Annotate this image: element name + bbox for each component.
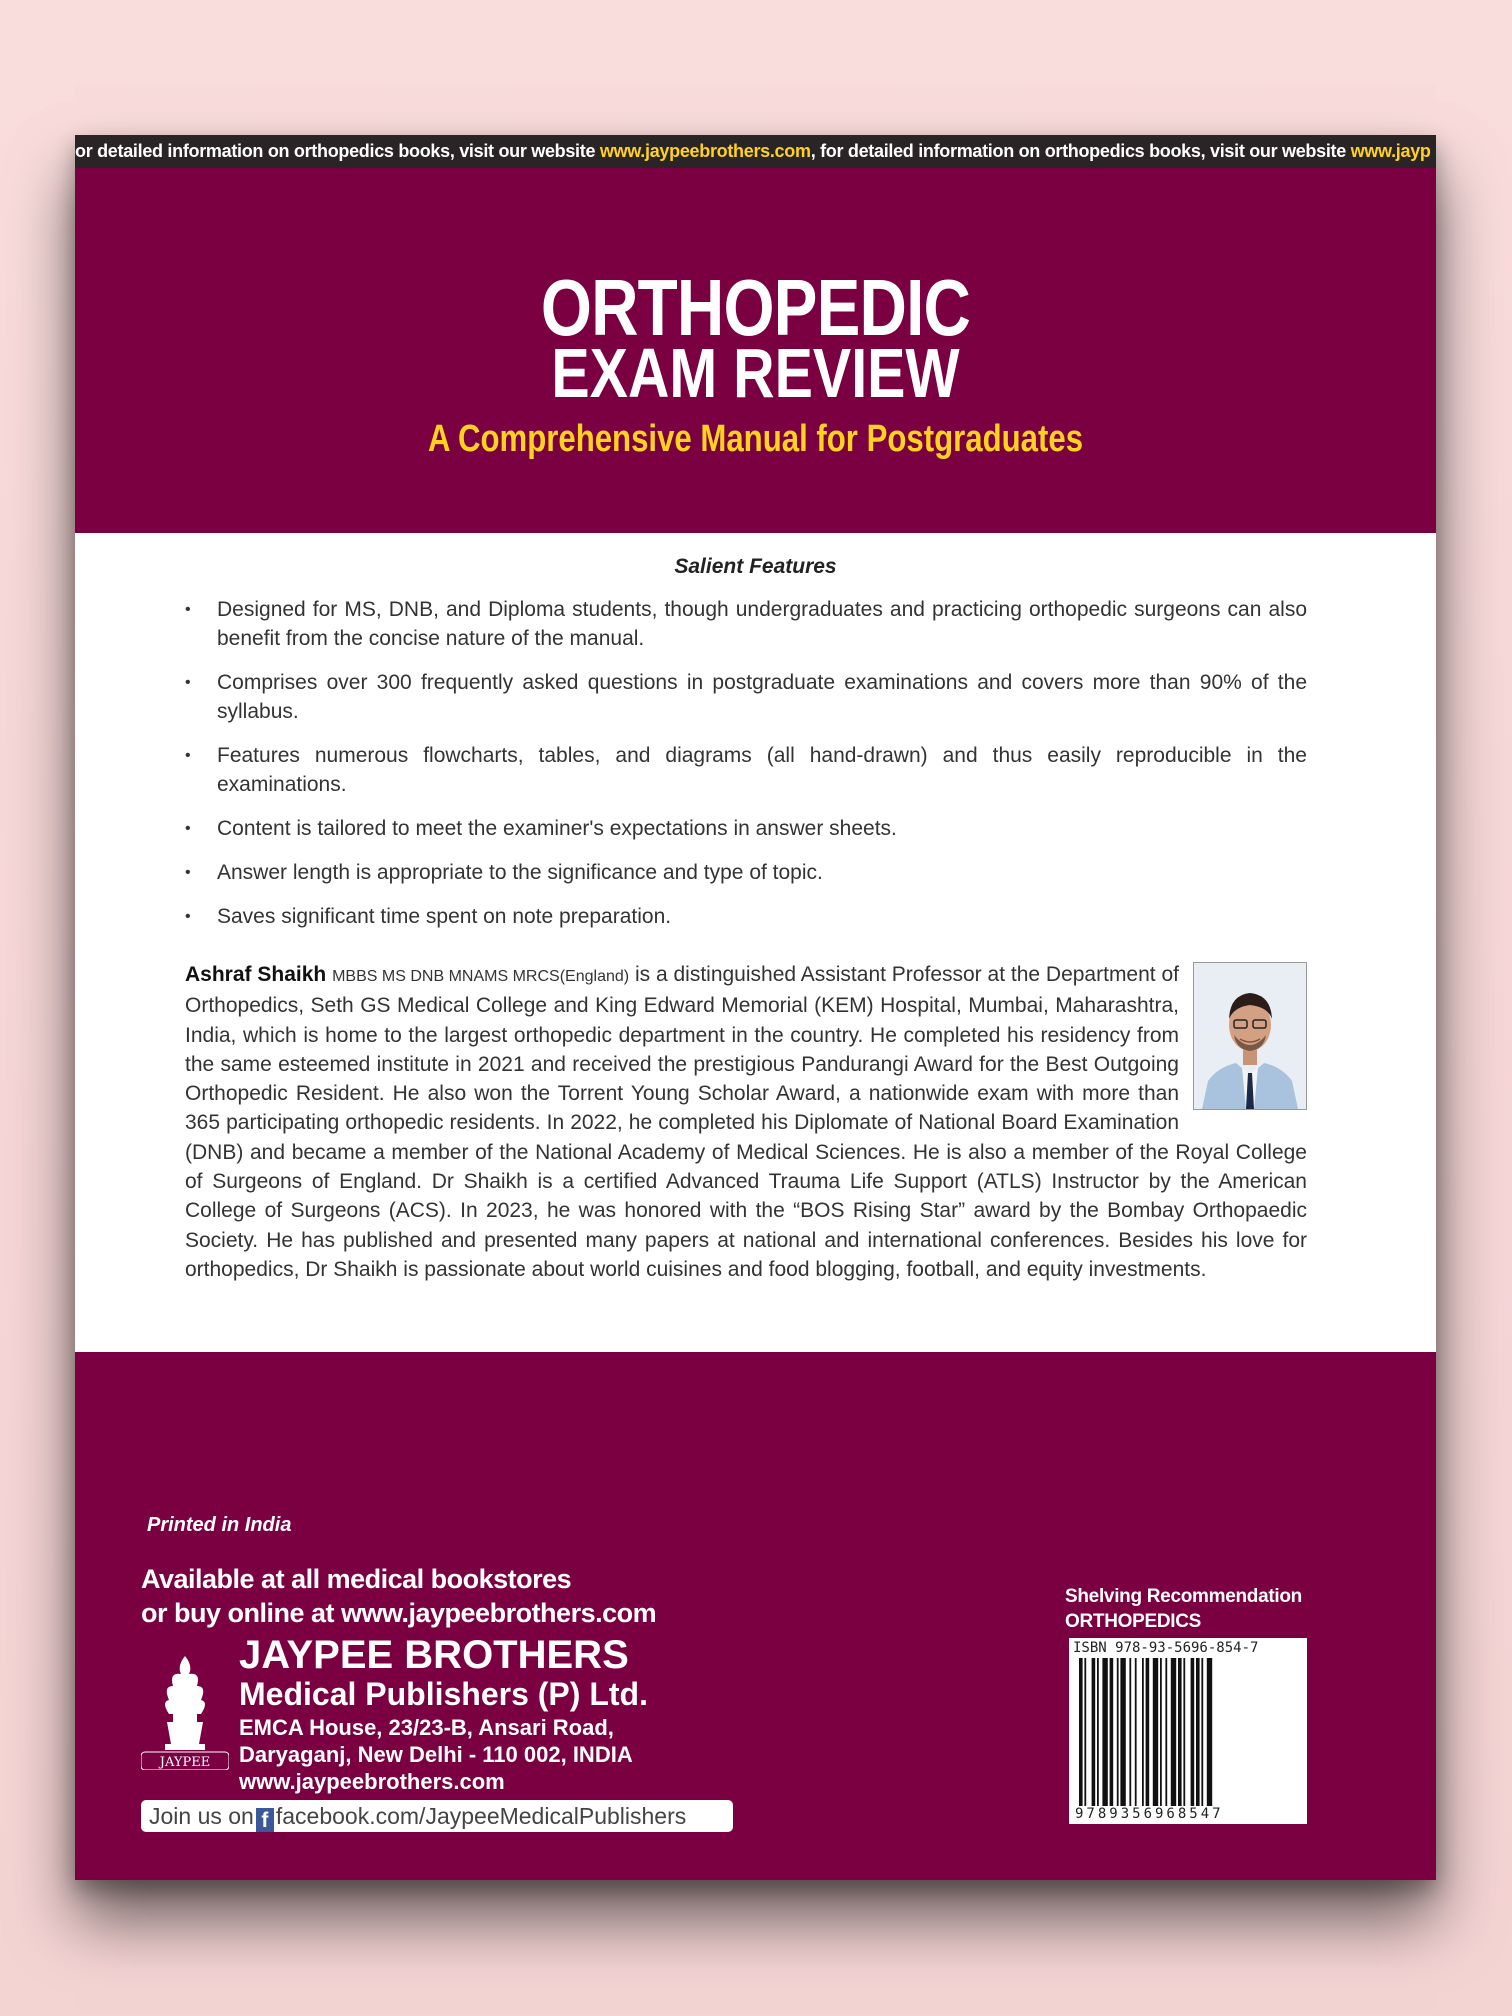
availability-text: Available at all medical bookstores or buy online at www.jaypeebrothers.com	[141, 1564, 657, 1628]
facebook-url: facebook.com/JaypeeMedicalPublishers	[275, 1803, 687, 1829]
bullet-icon: •	[185, 601, 191, 618]
publisher-address: EMCA House, 23/23-B, Ansari Road, Daryaganj, New Delhi - 110 002, INDIA www.jaypeebrothers.com	[239, 1715, 633, 1794]
isbn-label: ISBN 978-93-5696-854-7	[1073, 1640, 1259, 1656]
banner-url-2[interactable]: www.jayp	[1350, 141, 1431, 161]
title-band	[75, 168, 1436, 533]
features-list	[185, 595, 1307, 946]
bullet-icon: •	[185, 908, 191, 925]
content-panel	[75, 533, 1436, 1352]
bullet-icon: •	[185, 864, 191, 881]
book-back-cover	[75, 135, 1436, 1880]
isbn-barcode	[1069, 1638, 1307, 1824]
shelving-category: ORTHOPEDICS	[1065, 1611, 1202, 1632]
bullet-icon: •	[185, 820, 191, 837]
author-bio	[185, 960, 1307, 1284]
publisher-subname: Medical Publishers (P) Ltd.	[239, 1676, 648, 1712]
barcode-number: 9789356968547	[1075, 1806, 1224, 1822]
publisher-website-link[interactable]: www.jaypeebrothers.com	[239, 1769, 505, 1794]
feature-item: • Content is tailored to meet the examiner's expectations in answer sheets.	[185, 814, 1307, 843]
feature-item: • Saves significant time spent on note preparation.	[185, 902, 1307, 931]
banner-text-2: , for detailed information on orthopedics books, visit our website	[810, 141, 1351, 161]
facebook-prefix: Join us on	[149, 1803, 254, 1829]
bullet-icon: •	[185, 674, 191, 691]
author-bio-text: is a distinguished Assistant Professor at the Department of Orthopedics, Seth GS Medical College and King Edward Memorial (KEM) Hospital, Mumbai, Maharashtra, India, which is home to the largest orthopedic department in the country. He completed his residency from the same esteemed institute in 2021 and received the prestigious Pandurangi Award for the Best Outgoing Orthopedic Resident. He also won the Torrent Young Scholar Award, a nationwide exam with more than 365 participating orthopedic residents. In 2022, he completed his Diplomate of National Board Examination (DNB) and became a member of the National Academy of Medical Sciences. He is also a member of the Royal College of Surgeons of England. Dr Shaikh is a certified Advanced Trauma Life Support (ATLS) Instructor by the American College of Surgeons (ACS). In 2023, he was honored with the “BOS Rising Star” award by the Bombay Orthopaedic Society. He has published and presented many papers at national and international conferences. Besides his love for orthopedics, Dr Shaikh is passionate about world cuisines and food blogging, football, and equity investments.	[185, 963, 1307, 1281]
feature-item: • Answer length is appropriate to the significance and type of topic.	[185, 858, 1307, 887]
website-banner	[75, 135, 1436, 168]
feature-item: • Features numerous flowcharts, tables, and diagrams (all hand-drawn) and thus easily reproducible in the examinations.	[185, 741, 1307, 799]
book-title-line-1: ORTHOPEDIC	[540, 263, 971, 352]
facebook-link[interactable]	[141, 1800, 733, 1832]
printed-in-label: Printed in India	[147, 1514, 292, 1536]
book-title-line-2: EXAM REVIEW	[551, 334, 960, 412]
salient-features-heading: Salient Features	[674, 555, 837, 578]
author-name: Ashraf Shaikh	[185, 963, 327, 986]
feature-item: • Comprises over 300 frequently asked questions in postgraduate examinations and covers more than 90% of the syllabus.	[185, 668, 1307, 726]
author-credentials: MBBS MS DNB MNAMS MRCS(England)	[332, 968, 630, 985]
facebook-icon: f	[256, 1808, 274, 1832]
author-photo	[1193, 962, 1307, 1110]
publisher-band	[75, 1352, 1436, 1880]
banner-text-1: or detailed information on orthopedics books, visit our website	[75, 141, 600, 161]
banner-url-1[interactable]: www.jaypeebrothers.com	[599, 141, 811, 161]
shelving-recommendation: Shelving Recommendation ORTHOPEDICS	[1065, 1586, 1302, 1632]
book-subtitle: A Comprehensive Manual for Postgraduates	[427, 418, 1084, 460]
svg-text:JAYPEE: JAYPEE	[159, 1755, 211, 1770]
jaypee-logo-icon	[141, 1652, 229, 1770]
publisher-name: JAYPEE BROTHERS	[239, 1633, 629, 1677]
bullet-icon: •	[185, 747, 191, 764]
feature-item: • Designed for MS, DNB, and Diploma students, though undergraduates and practicing orthopedic surgeons can also benefit from the concise nature of the manual.	[185, 595, 1307, 653]
